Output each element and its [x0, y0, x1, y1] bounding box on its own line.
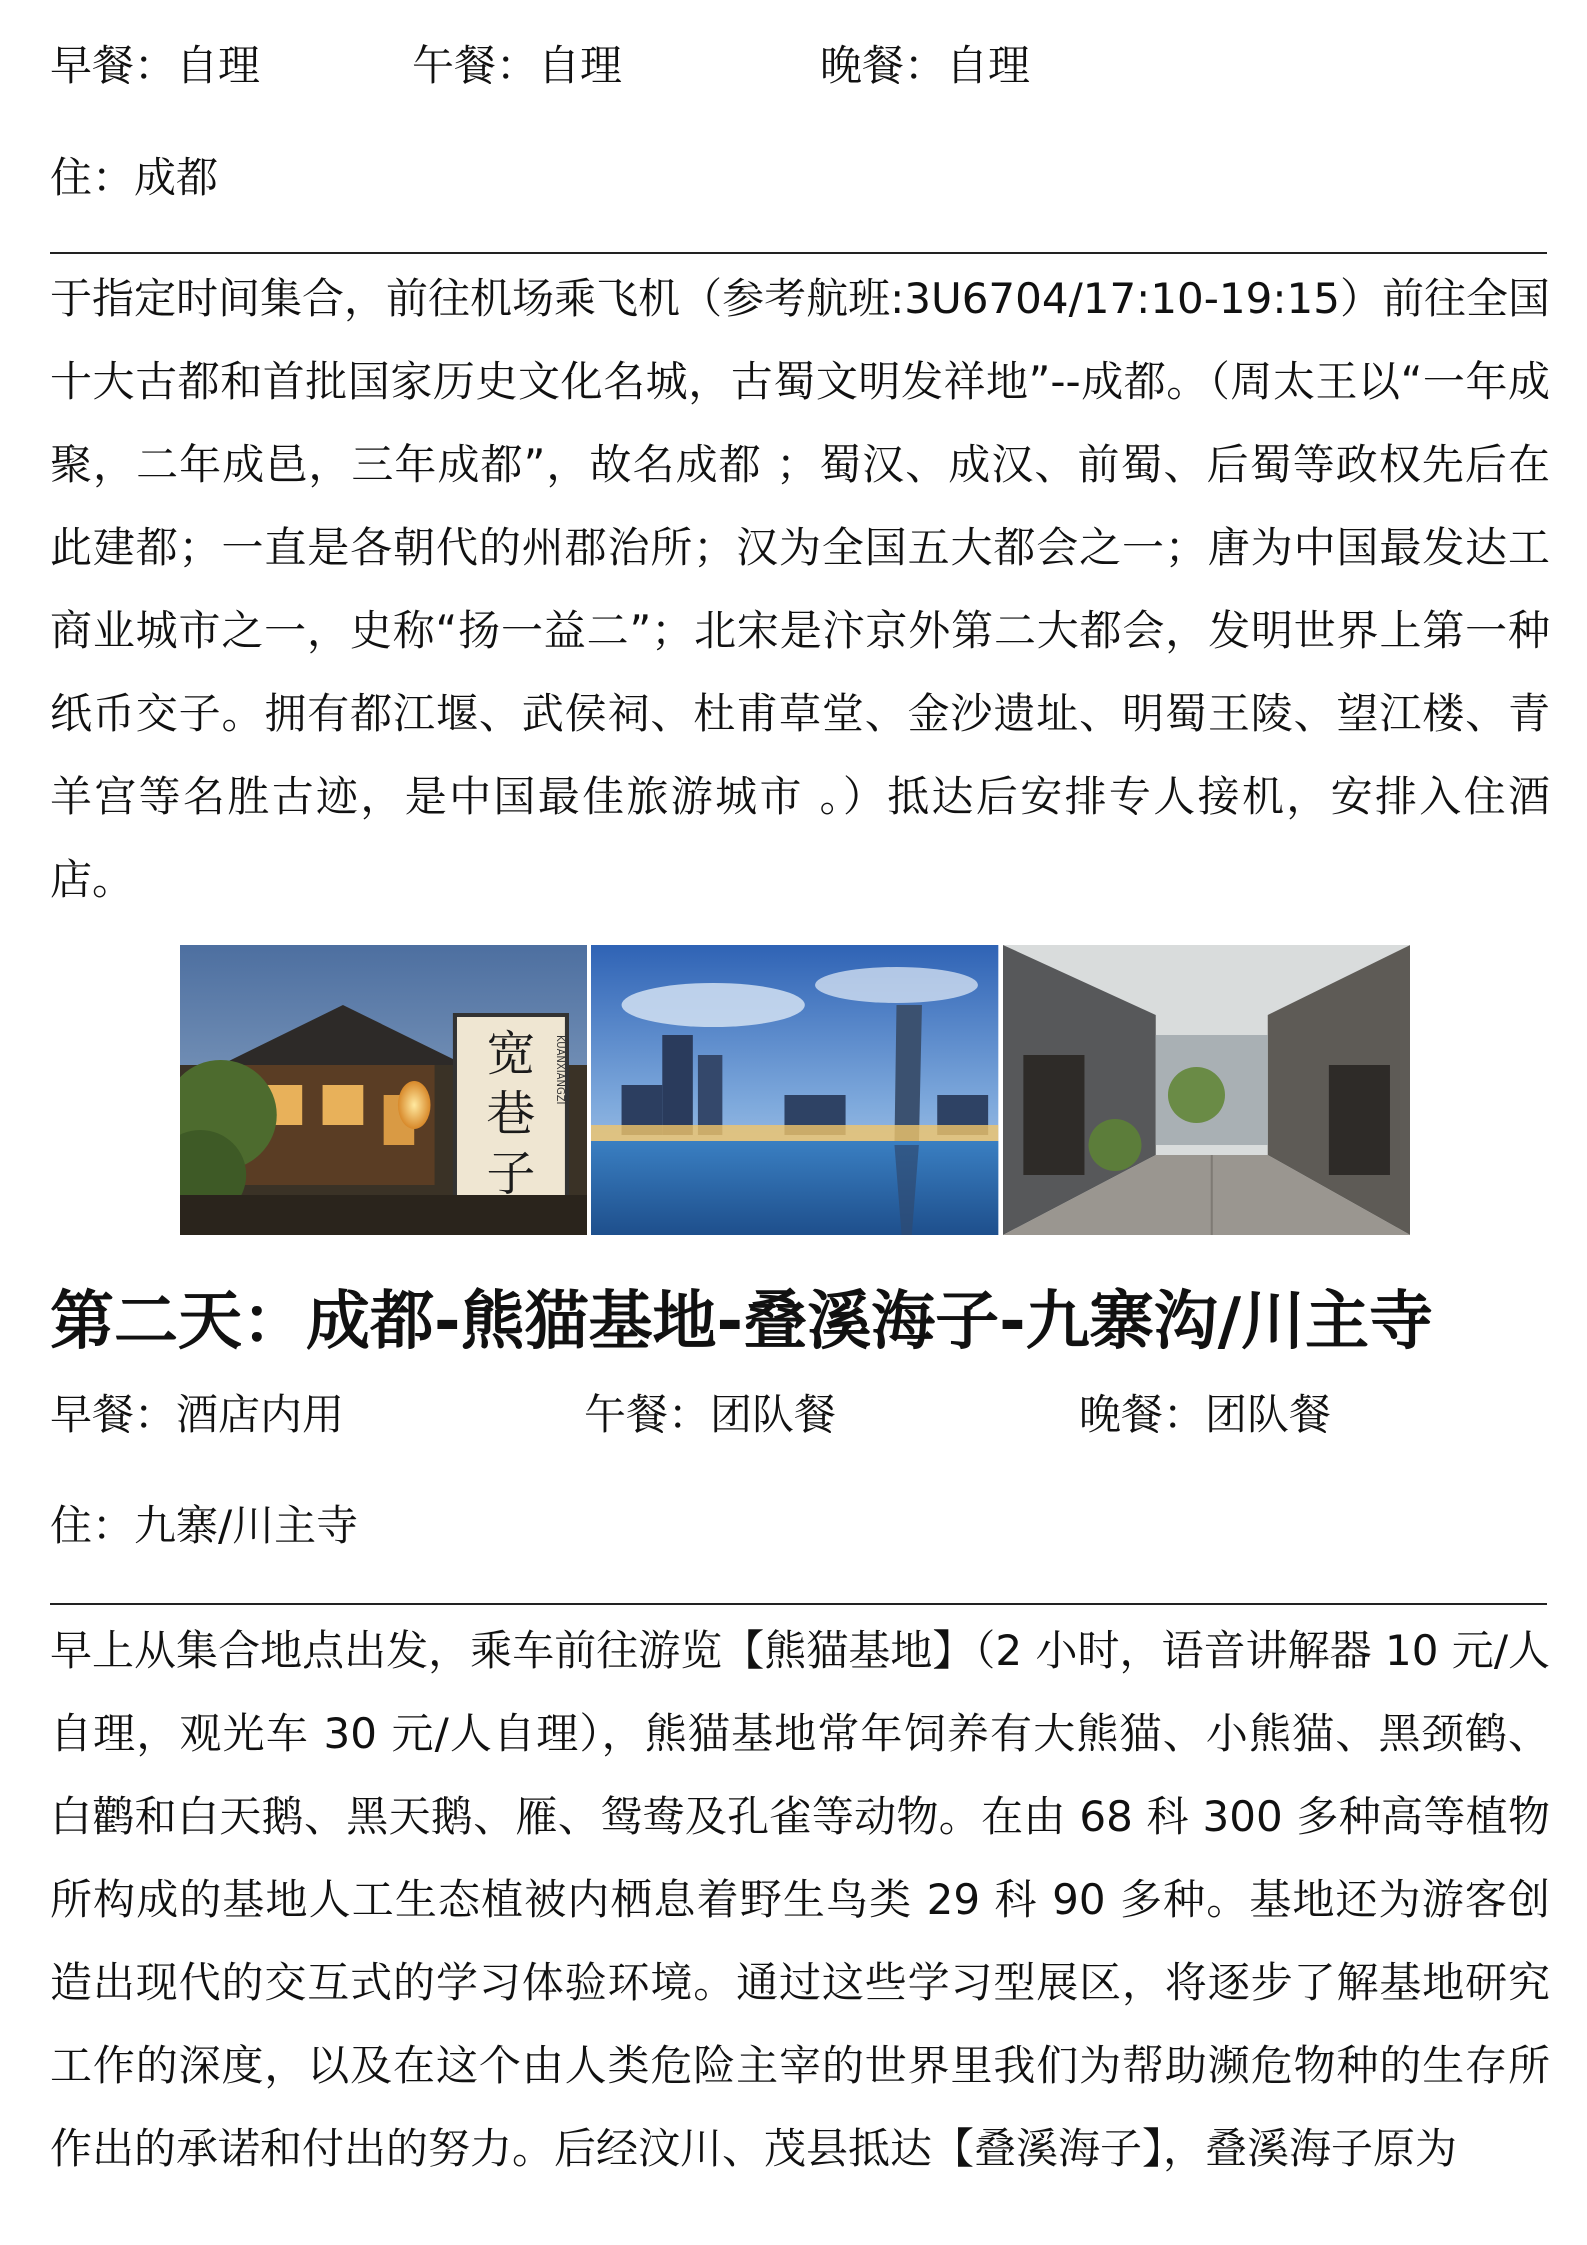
- day2-divider: [50, 1603, 1547, 1605]
- sign-character: 巷: [486, 1086, 536, 1142]
- day2-dinner: 晚餐：团队餐: [1079, 1390, 1332, 1439]
- day1-breakfast: 早餐：自理: [50, 41, 261, 90]
- ancient-street-photo: [1003, 945, 1410, 1235]
- day2-title: 第二天：成都-熊猫基地-叠溪海子-九寨沟/川主寺: [50, 1285, 1434, 1359]
- sign-character: 子: [486, 1146, 536, 1202]
- sign-romanization: KUANXIANGZI: [553, 1035, 565, 1105]
- day1-dinner: 晚餐：自理: [820, 41, 1031, 90]
- day1-lunch: 午餐：自理: [412, 41, 623, 90]
- day2-breakfast: 早餐：酒店内用: [50, 1390, 345, 1439]
- day1-stay: 住：成都: [50, 153, 219, 202]
- day1-photo-strip: [180, 945, 1410, 1235]
- day2-lunch: 午餐：团队餐: [584, 1390, 837, 1439]
- kuanzhai-alley-photo: [180, 945, 587, 1235]
- day1-description: 于指定时间集合，前往机场乘飞机（参考航班:3U6704/17:10-19:15）前往全国十大古都和首批国家历史文化名城，古蜀文明发祥地”--成都。（周太王以“一年成聚，二年成邑，三年成都”，故名成都 ；蜀汉、成汉、前蜀、后蜀等政权先后在此建都；一直是各朝代的州郡治所；汉为全国五大都会之一；唐为中国最发达工商业城市之一，史称“扬一益二”；北宋是汴京外第二大都会，发明世界上第一种纸币交子。拥有都江堰、武侯祠、杜甫草堂、金沙遗址、明蜀王陵、望江楼、青羊宫等名胜古迹，是中国最佳旅游城市 。）抵达后安排专人接机，安排入住酒店。: [50, 274, 1550, 904]
- sign-character: 宽: [486, 1026, 536, 1082]
- day2-stay: 住：九寨/川主寺: [50, 1501, 359, 1550]
- chengdu-skyline-photo: [591, 945, 998, 1235]
- day2-description: 早上从集合地点出发，乘车前往游览【熊猫基地】（2 小时，语音讲解器 10 元/人自理，观光车 30 元/人自理），熊猫基地常年饲养有大熊猫、小熊猫、黑颈鹤、白鹳和白天鹅、黑天鹅、雁、鸳鸯及孔雀等动物。在由 68 科 300 多种高等植物所构成的基地人工生态植被内栖息着野生鸟类 29 科 90 多种。基地还为游客创造出现代的交互式的学习体验环境。通过这些学习型展区，将逐步了解基地研究工作的深度，以及在这个由人类危险主宰的世界里我们为帮助濒危物种的生存所作出的承诺和付出的努力。后经汶川、茂县抵达【叠溪海子】，叠溪海子原为: [50, 1626, 1550, 2173]
- day1-divider: [50, 252, 1547, 254]
